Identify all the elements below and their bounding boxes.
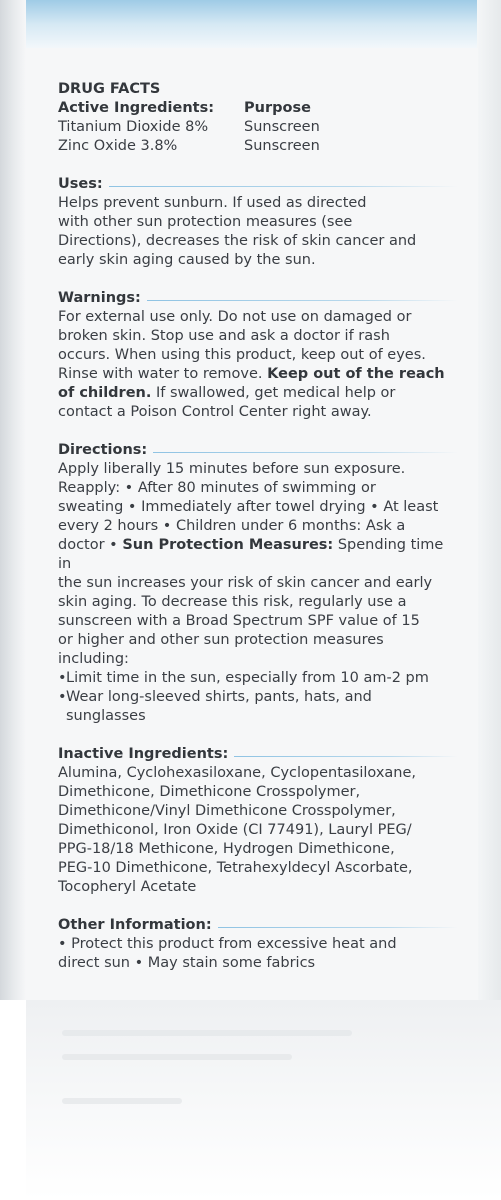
warnings-bold-text: Keep out of the reach of children. <box>58 366 445 401</box>
directions-section <box>58 441 458 726</box>
ingredient-purpose: Sunscreen <box>244 119 320 135</box>
bullet-icon: • <box>58 670 67 686</box>
directions-bullet <box>58 669 458 688</box>
reflection-ghost-line <box>62 1098 182 1104</box>
directions-heading: Directions: <box>58 442 148 458</box>
box-side-edge <box>0 0 26 1000</box>
reflection-ghost-line <box>62 1054 292 1060</box>
directions-heading-row <box>58 441 458 460</box>
section-divider <box>234 756 458 757</box>
ingredient-name: Zinc Oxide 3.8% <box>58 138 178 154</box>
section-divider <box>109 186 458 187</box>
other-heading: Other Information: <box>58 917 212 933</box>
ingredient-name: Titanium Dioxide 8% <box>58 119 209 135</box>
warnings-text-part: For external use only. Do not use on damaged or broken skin. Stop use and ask a doctor if rash occurs. When using this product, keep out of eyes. Rinse with water to remove. <box>58 309 426 382</box>
inactive-heading: Inactive Ingredients: <box>58 746 229 762</box>
box-reflection <box>26 1000 501 1200</box>
active-ingredients-table <box>58 99 458 156</box>
reflection-ghost-line <box>62 1030 352 1036</box>
warnings-heading: Warnings: <box>58 290 141 306</box>
uses-section <box>58 175 458 270</box>
inactive-heading-row <box>58 745 458 764</box>
ingredient-purpose: Sunscreen <box>244 138 320 154</box>
directions-bold-text: Sun Protection Measures: <box>122 537 334 553</box>
section-divider <box>153 452 458 453</box>
warnings-text-part: If swallowed, get medical help or contact a Poison Control Center right away. <box>58 385 396 420</box>
directions-text-part: Spending time in the sun increases your risk of skin cancer and early skin aging. To decrease this risk, regularly use a sunscreen with a Broad Spectrum SPF value of 15 or higher and other sun protection measures including: <box>58 537 444 667</box>
section-divider <box>218 927 458 928</box>
warnings-text <box>58 308 458 422</box>
other-information-section <box>58 916 458 973</box>
directions-text-part: Apply liberally 15 minutes before sun exposure. Reapply: • After 80 minutes of swimming or sweating • Immediately after towel drying • At least every 2 hours • Children under 6 months: Ask a doctor • <box>58 461 439 553</box>
directions-bullet <box>58 688 458 726</box>
active-ingredients-label: Active Ingredients: <box>58 100 215 116</box>
drug-facts-header <box>58 80 458 156</box>
drug-facts-title: DRUG FACTS <box>58 81 161 97</box>
purpose-label: Purpose <box>244 100 311 116</box>
bullet-icon: • <box>58 689 67 705</box>
bullet-text: Limit time in the sun, especially from 10 am-2 pm <box>66 670 429 686</box>
other-heading-row <box>58 916 458 935</box>
inactive-ingredients-section <box>58 745 458 897</box>
directions-text <box>58 460 458 669</box>
drug-facts-label <box>58 80 458 973</box>
inactive-text: Alumina, Cyclohexasiloxane, Cyclopentasiloxane, Dimethicone, Dimethicone Crosspolymer, Dimethicone/Vinyl Dimethicone Crosspolymer, Dimethiconol, Iron Oxide (CI 77491), Lauryl PEG/ PPG-18/18 Methicone, Hydrogen Dimethicone, PEG-10 Dimethicone, Tetrahexyldecyl Ascorbate, Tocopheryl Acetate <box>58 765 417 895</box>
bullet-text: Wear long-sleeved shirts, pants, hats, and sunglasses <box>66 689 372 724</box>
other-text: • Protect this product from excessive heat and direct sun • May stain some fabrics <box>58 936 397 971</box>
uses-heading-row <box>58 175 458 194</box>
uses-text: Helps prevent sunburn. If used as directed with other sun protection measures (see Directions), decreases the risk of skin cancer and early skin aging caused by the sun. <box>58 195 417 268</box>
box-right-edge <box>477 0 501 1000</box>
warnings-heading-row <box>58 289 458 308</box>
warnings-section <box>58 289 458 422</box>
section-divider <box>147 300 458 301</box>
uses-heading: Uses: <box>58 176 103 192</box>
